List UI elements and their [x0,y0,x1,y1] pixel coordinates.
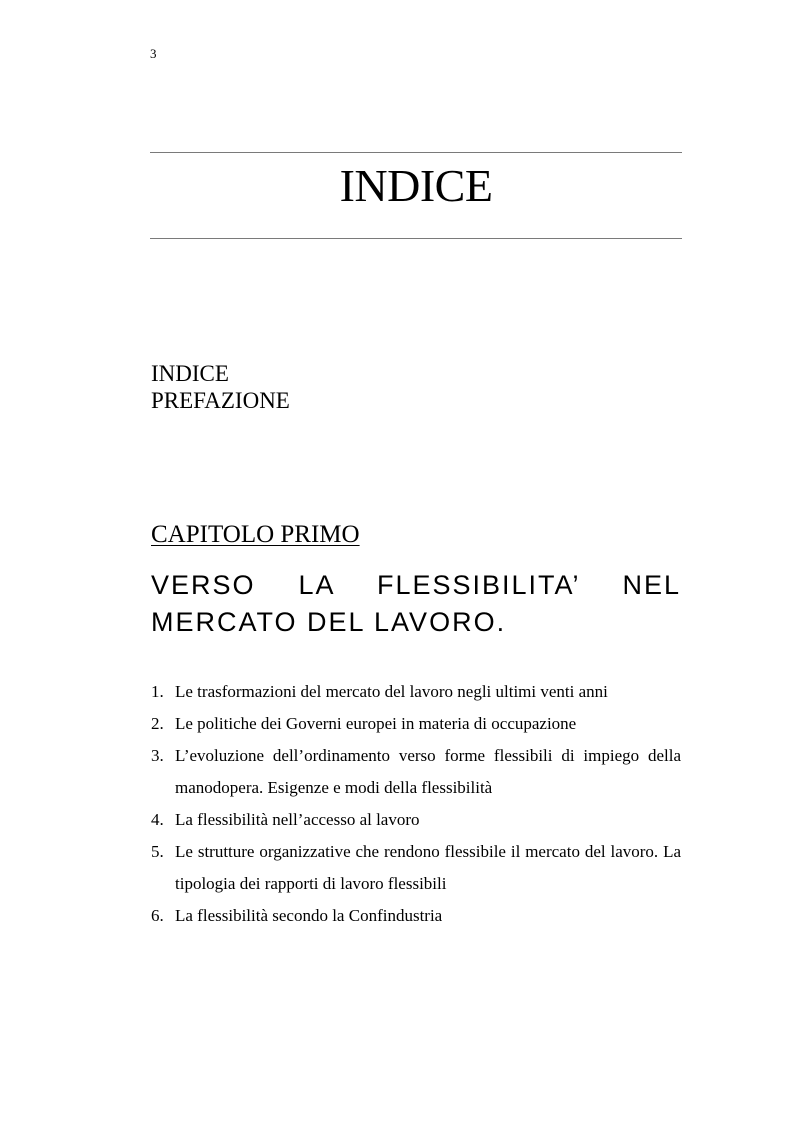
page-number: 3 [150,46,157,61]
toc-item-number: 5. [151,842,164,861]
toc-item-number: 3. [151,746,164,765]
toc-item [151,708,681,740]
page-title: INDICE [339,160,493,211]
toc-item-text: La flessibilità secondo la Confindustria [175,906,443,925]
toc-item [151,804,681,836]
toc-item-text: Le trasformazioni del mercato del lavoro negli ultimi venti anni [175,682,608,701]
front-matter-list [151,360,290,414]
toc-item [151,740,681,804]
toc-item-text: La flessibilità nell’accesso al lavoro [175,810,420,829]
toc-item [151,836,681,900]
chapter-title: VERSO LA FLESSIBILITA’ NEL MERCATO DEL LAVORO. [151,570,681,637]
toc-item-text: L’evoluzione dell’ordinamento verso forme flessibili di impiego della manodopera. Esigenze e modi della flessibilità [175,746,681,797]
toc-item-text: Le strutture organizzative che rendono flessibile il mercato del lavoro. La tipologia dei rapporti di lavoro flessibili [175,842,681,893]
toc-item-number: 4. [151,810,164,829]
front-matter-item-prefazione: PREFAZIONE [151,388,290,413]
front-matter-item-indice: INDICE [151,361,229,386]
title-rule-top [150,152,682,153]
table-of-contents [151,676,681,932]
toc-item [151,676,681,708]
toc-item-number: 1. [151,682,164,701]
toc-item-number: 2. [151,714,164,733]
toc-item [151,900,681,932]
toc-item-number: 6. [151,906,164,925]
toc-item-text: Le politiche dei Governi europei in materia di occupazione [175,714,577,733]
chapter-label: CAPITOLO PRIMO [151,521,360,548]
title-rule-bottom [150,238,682,239]
